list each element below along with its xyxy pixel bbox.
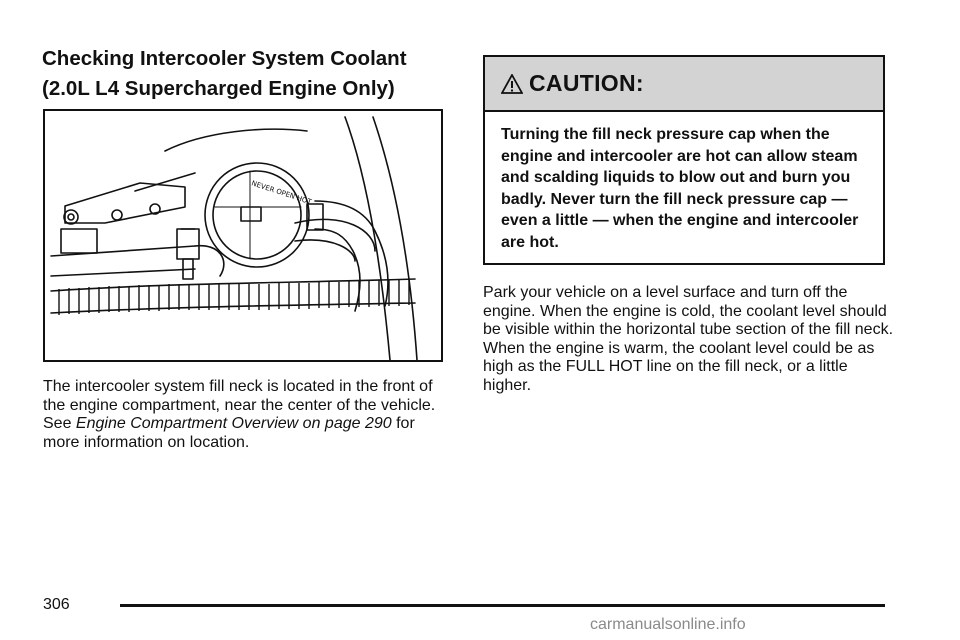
section-heading [42,44,462,104]
fill-neck-illustration [43,109,443,362]
section-title-line-1: Checking Intercooler System Coolant [42,47,407,70]
section-title-line-2: (2.0L L4 Supercharged Engine Only) [42,77,395,100]
coolant-level-paragraph: Park your vehicle on a level surface and turn off the engine. When the engine is cold, the coolant level should be visible within the horizontal tube section of the fill neck. When the engine is warm, the coolant level could be as high as the FULL HOT line on the fill neck, or a little higher. [483,284,894,394]
caution-header [485,57,883,112]
warning-triangle-icon [501,74,523,94]
page-number: 306 [43,596,70,613]
caution-box [483,55,885,265]
location-text-end: for more information on location. [43,415,415,451]
fill-neck-location-paragraph [43,378,453,452]
cap-warning-text: NEVER OPEN HOT [250,179,313,207]
footer-rule [120,604,885,607]
watermark: carmanualsonline.info [590,616,746,633]
caution-title: CAUTION: [529,70,644,96]
engine-compartment-xref-link[interactable]: Engine Compartment Overview on page 290 [75,415,392,433]
engine-illustration-svg [45,111,441,360]
location-text: The intercooler system fill neck is located in the front of the engine compartment, near the center of the vehicle. See [43,378,436,433]
caution-body: Turning the fill neck pressure cap when the engine and intercooler are hot can allow steam and scalding liquids to blow out and burn you badly. Never turn the fill neck pressure cap — even a little — when the engine and intercooler are hot. [501,126,859,251]
